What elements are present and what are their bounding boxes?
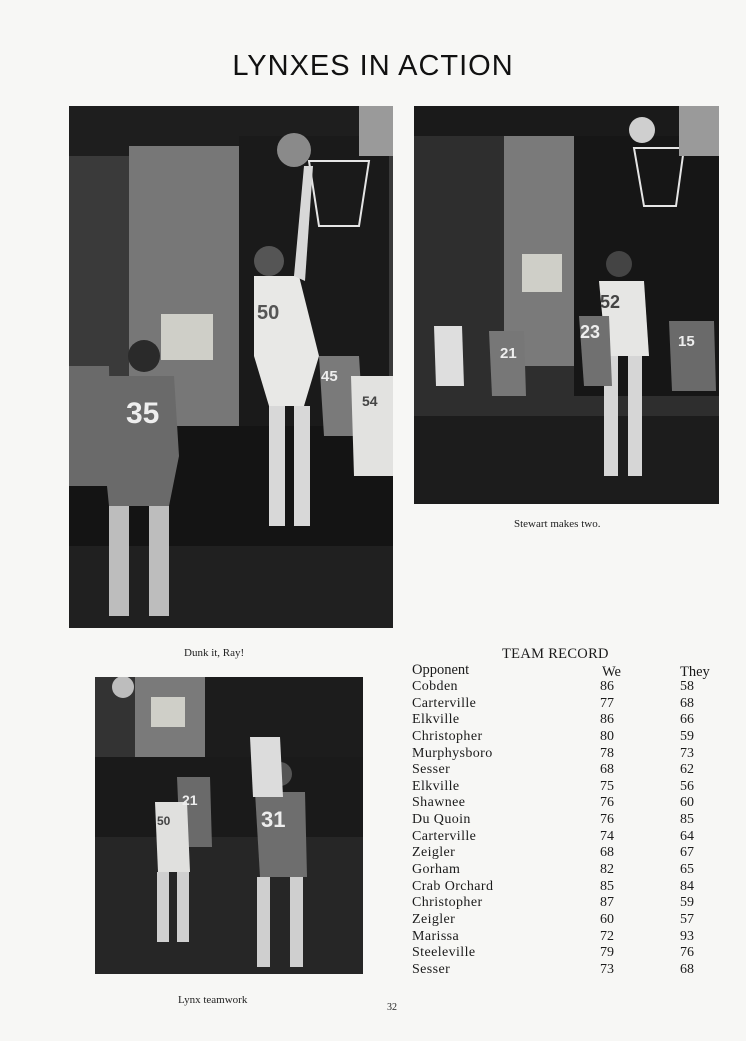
table-row [412, 929, 732, 946]
jersey-number: 45 [321, 368, 338, 385]
they-score-cell: 59 [680, 895, 694, 911]
they-score-cell: 58 [680, 679, 694, 694]
they-score-cell: 65 [680, 862, 694, 878]
opponent-cell: Crab Orchard [412, 878, 494, 894]
jersey-number: 15 [678, 333, 695, 350]
we-score-cell: 60 [600, 911, 614, 927]
they-score-cell: 57 [680, 911, 694, 927]
we-score-cell: 86 [600, 679, 614, 694]
jersey-number: 52 [600, 292, 621, 312]
table-row [412, 879, 732, 896]
jersey-number: 31 [261, 807, 286, 832]
they-score-cell: 56 [680, 778, 694, 794]
photo-caption: Stewart makes two. [514, 518, 601, 530]
opponent-cell: Steeleville [412, 945, 476, 961]
table-row [412, 746, 732, 763]
they-score-cell: 66 [680, 712, 694, 728]
jersey-number: 21 [500, 345, 517, 362]
we-score-cell: 79 [600, 945, 614, 961]
table-row [412, 795, 732, 812]
they-score-cell: 85 [680, 812, 694, 828]
table-row [412, 729, 732, 746]
they-score-cell: 76 [680, 945, 694, 961]
table-row [412, 712, 732, 729]
table-row [412, 829, 732, 846]
opponent-cell: Sesser [412, 961, 451, 977]
opponent-cell: Carterville [412, 695, 477, 711]
opponent-cell: Zeigler [412, 911, 456, 927]
jersey-number: 50 [257, 302, 280, 324]
photo-dunk [69, 106, 393, 628]
we-score-cell: 87 [600, 895, 614, 911]
table-row [412, 945, 732, 962]
page-title: LYNXES IN ACTION [232, 50, 514, 82]
table-row [412, 779, 732, 796]
table-row [412, 679, 732, 696]
table-row [412, 912, 732, 929]
jersey-number: 21 [182, 792, 198, 808]
opponent-cell: Gorham [412, 862, 461, 878]
we-score-cell: 76 [600, 795, 614, 811]
they-score-cell: 64 [680, 828, 694, 844]
column-header-they: They [680, 664, 710, 680]
they-score-cell: 84 [680, 878, 694, 894]
we-score-cell: 74 [600, 828, 614, 844]
team-record-rows [412, 679, 732, 979]
jersey-number: 35 [126, 397, 160, 430]
opponent-cell: Sesser [412, 762, 451, 778]
photo-caption: Lynx teamwork [178, 994, 248, 1006]
opponent-cell: Zeigler [412, 845, 456, 861]
table-row [412, 762, 732, 779]
table-row [412, 845, 732, 862]
they-score-cell: 93 [680, 928, 694, 944]
opponent-cell: Shawnee [412, 795, 466, 811]
they-score-cell: 73 [680, 745, 694, 761]
we-score-cell: 80 [600, 728, 614, 744]
we-score-cell: 85 [600, 878, 614, 894]
team-record-heading: TEAM RECORD [502, 646, 609, 662]
opponent-cell: Christopher [412, 895, 483, 911]
opponent-cell: Christopher [412, 728, 483, 744]
we-score-cell: 77 [600, 695, 614, 711]
opponent-cell: Carterville [412, 828, 477, 844]
photo-caption: Dunk it, Ray! [184, 647, 245, 659]
table-row [412, 895, 732, 912]
we-score-cell: 78 [600, 745, 614, 761]
we-score-cell: 76 [600, 812, 614, 828]
they-score-cell: 59 [680, 728, 694, 744]
opponent-cell: Murphysboro [412, 745, 493, 761]
they-score-cell: 60 [680, 795, 694, 811]
column-header-opponent: Opponent [412, 662, 470, 678]
we-score-cell: 68 [600, 762, 614, 778]
opponent-cell: Cobden [412, 679, 458, 694]
they-score-cell: 62 [680, 762, 694, 778]
we-score-cell: 86 [600, 712, 614, 728]
we-score-cell: 68 [600, 845, 614, 861]
they-score-cell: 67 [680, 845, 694, 861]
jersey-number: 54 [362, 393, 378, 409]
we-score-cell: 72 [600, 928, 614, 944]
page-number: 32 [387, 1002, 397, 1013]
jersey-number: 23 [580, 322, 601, 342]
opponent-cell: Du Quoin [412, 812, 471, 828]
they-score-cell: 68 [680, 695, 694, 711]
column-header-we: We [602, 664, 621, 680]
table-row [412, 812, 732, 829]
they-score-cell: 68 [680, 961, 694, 977]
we-score-cell: 75 [600, 778, 614, 794]
we-score-cell: 82 [600, 862, 614, 878]
photo-teamwork [95, 677, 363, 974]
photo-stewart [414, 106, 719, 504]
opponent-cell: Marissa [412, 928, 460, 944]
opponent-cell: Elkville [412, 778, 460, 794]
opponent-cell: Elkville [412, 712, 460, 728]
table-row [412, 962, 732, 979]
we-score-cell: 73 [600, 961, 614, 977]
table-row [412, 696, 732, 713]
table-row [412, 862, 732, 879]
jersey-number: 50 [157, 814, 171, 828]
